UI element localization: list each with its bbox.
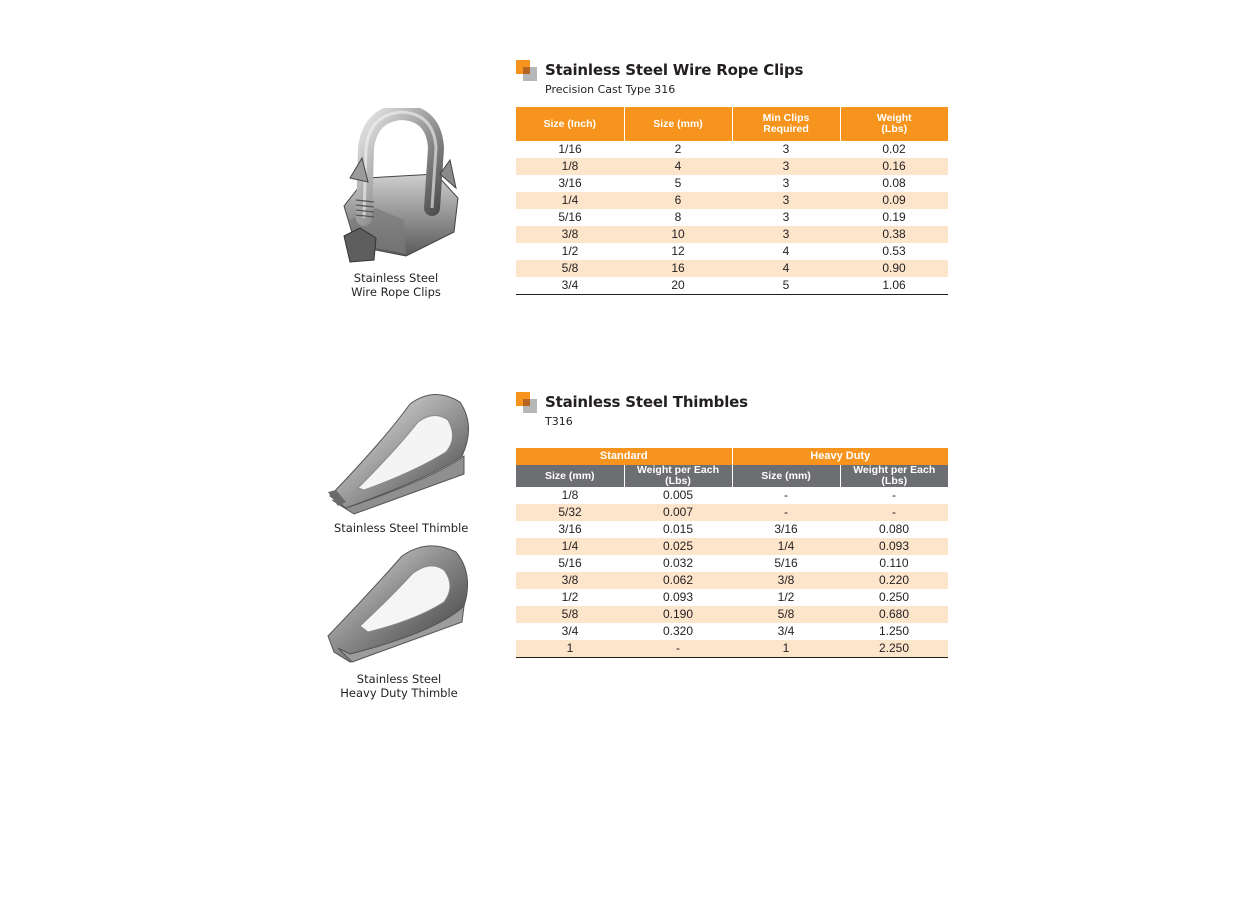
table-cell: 1.06 — [840, 277, 948, 295]
table-cell: 0.093 — [662, 590, 694, 604]
table-row — [516, 521, 948, 538]
table-row — [516, 209, 948, 226]
table-cell: 0.53 — [882, 244, 906, 258]
table-row — [516, 572, 948, 589]
table-cell: 3/8 — [732, 572, 840, 589]
caption-line: Stainless Steel — [353, 271, 439, 285]
table-cell: 0.09 — [840, 192, 948, 209]
table-row — [516, 623, 948, 640]
caption-line: Stainless Steel Thimble — [334, 521, 469, 535]
table-cell: 20 — [624, 277, 732, 295]
table-row — [516, 158, 948, 175]
table-cell: 0.250 — [878, 590, 910, 604]
table-row — [516, 504, 948, 521]
table-cell: 3/8 — [516, 226, 624, 243]
table-cell: 0.38 — [840, 226, 948, 243]
table-cell: 3/4 — [516, 277, 624, 295]
table-cell: 0.093 — [840, 538, 948, 555]
column-header — [840, 107, 948, 141]
section-title: Stainless Steel Thimbles — [545, 393, 748, 411]
header-line: (Lbs) — [881, 123, 908, 135]
caption-line: Heavy Duty Thimble — [340, 686, 458, 700]
table-cell: 1/4 — [732, 538, 840, 555]
column-header: Size (mm) — [732, 465, 840, 487]
table-row — [516, 555, 948, 572]
table-cell: 4 — [624, 158, 732, 175]
table-cell: 1/8 — [561, 488, 579, 502]
table-cell: 6 — [624, 192, 732, 209]
table-cell: 0.025 — [624, 538, 732, 555]
table-cell: 3/16 — [558, 176, 582, 190]
table-cell: 3 — [782, 176, 790, 190]
column-header: Size (mm) — [624, 107, 732, 141]
table-row — [516, 226, 948, 243]
table-row — [516, 640, 948, 658]
table-cell: 3/4 — [561, 624, 579, 638]
table-row — [516, 243, 948, 260]
table-cell: 0.16 — [840, 158, 948, 175]
section-title: Stainless Steel Wire Rope Clips — [545, 61, 804, 79]
table-cell: 1/2 — [561, 590, 579, 604]
section-subtitle: T316 — [545, 415, 573, 428]
table-cell: 0.032 — [662, 556, 694, 570]
table-row — [516, 141, 948, 158]
group-header-standard: Standard — [516, 448, 732, 465]
table-cell: 0.015 — [662, 522, 694, 536]
table-cell: 12 — [671, 244, 685, 258]
table-row — [516, 260, 948, 277]
table-cell: 0.062 — [624, 572, 732, 589]
table-header-row — [516, 465, 948, 487]
orange-square-bullet-icon — [516, 392, 538, 414]
table-cell: 0.02 — [882, 142, 906, 156]
orange-square-bullet-icon — [516, 60, 538, 82]
table-cell: 16 — [624, 260, 732, 277]
caption-line: Stainless Steel — [356, 672, 442, 686]
table-cell: 0.007 — [624, 504, 732, 521]
table-cell: 0.080 — [878, 522, 910, 536]
table-cell: 0.005 — [662, 488, 694, 502]
header-line: Min Clips — [762, 112, 810, 124]
header-line: Weight — [876, 112, 912, 124]
table-cell: 5 — [732, 277, 840, 295]
table-cell: 1/4 — [516, 538, 624, 555]
table-cell: 3/16 — [774, 522, 798, 536]
table-cell: 0.190 — [624, 606, 732, 623]
table-row — [516, 277, 948, 295]
table-cell: 5/32 — [516, 504, 624, 521]
group-header-heavy-duty: Heavy Duty — [732, 448, 948, 465]
table-cell: 0.08 — [882, 176, 906, 190]
table-row — [516, 175, 948, 192]
table-cell: 4 — [732, 260, 840, 277]
header-line: Required — [763, 123, 809, 135]
table-cell: 5/8 — [516, 606, 624, 623]
table-cell: 3/8 — [516, 572, 624, 589]
table-cell: 3 — [732, 158, 840, 175]
table-cell: 5 — [674, 176, 682, 190]
column-header: Size (mm) — [516, 465, 624, 487]
table-cell: 1/4 — [516, 192, 624, 209]
column-header: Weight per Each (Lbs) — [624, 465, 732, 487]
table-cell: 3/4 — [777, 624, 795, 638]
table-cell: 8 — [674, 210, 682, 224]
column-header: Size (Inch) — [516, 107, 624, 141]
table-cell: - — [624, 640, 732, 658]
caption-line: Wire Rope Clips — [351, 285, 441, 299]
table-cell: 1 — [732, 640, 840, 658]
wire-rope-clips-caption — [336, 271, 456, 299]
table-cell: 5/8 — [516, 260, 624, 277]
table-cell: 3 — [732, 226, 840, 243]
table-cell: 4 — [782, 244, 790, 258]
wire-rope-clip-photo — [336, 108, 466, 266]
table-cell: 5/16 — [558, 556, 582, 570]
table-cell: 10 — [624, 226, 732, 243]
table-header-row — [516, 107, 948, 141]
standard-thimble-photo — [324, 392, 474, 518]
table-cell: 3 — [782, 210, 790, 224]
table-row — [516, 589, 948, 606]
column-header: Weight per Each (Lbs) — [840, 465, 948, 487]
table-cell: 1 — [516, 640, 624, 658]
table-cell: 5/16 — [558, 210, 582, 224]
table-cell: 1/8 — [516, 158, 624, 175]
table-cell: 1/2 — [777, 590, 795, 604]
table-row — [516, 538, 948, 555]
table-cell: 2.250 — [840, 640, 948, 658]
table-cell: 0.110 — [879, 556, 909, 570]
table-cell: 0.320 — [662, 624, 694, 638]
table-cell: 1/2 — [561, 244, 579, 258]
table-cell: 3 — [732, 192, 840, 209]
table-cell: 2 — [674, 142, 682, 156]
table-cell: - — [732, 504, 840, 521]
table-cell: 0.19 — [882, 210, 906, 224]
table-cell: 0.680 — [840, 606, 948, 623]
section-subtitle: Precision Cast Type 316 — [545, 83, 676, 96]
wire-rope-clips-table — [516, 107, 948, 295]
table-cell: 5/16 — [774, 556, 798, 570]
table-cell: 0.220 — [840, 572, 948, 589]
table-cell: 0.90 — [840, 260, 948, 277]
table-row — [516, 192, 948, 209]
standard-thimble-caption — [334, 521, 469, 535]
table-cell: - — [892, 488, 896, 502]
table-cell: 5/8 — [732, 606, 840, 623]
heavy-duty-thimble-caption — [334, 672, 464, 700]
table-cell: 1.250 — [878, 624, 910, 638]
table-cell: 3 — [782, 142, 790, 156]
table-cell: - — [784, 488, 788, 502]
thimbles-section-header — [516, 392, 936, 432]
clips-section-header — [516, 60, 936, 100]
table-cell: - — [840, 504, 948, 521]
table-row — [516, 487, 948, 504]
column-header — [732, 107, 840, 141]
heavy-duty-thimble-photo — [324, 544, 474, 666]
table-cell: 3/16 — [558, 522, 582, 536]
table-cell: 1/16 — [558, 142, 582, 156]
table-group-header-row — [516, 448, 948, 465]
table-row — [516, 606, 948, 623]
thimbles-table — [516, 448, 948, 658]
